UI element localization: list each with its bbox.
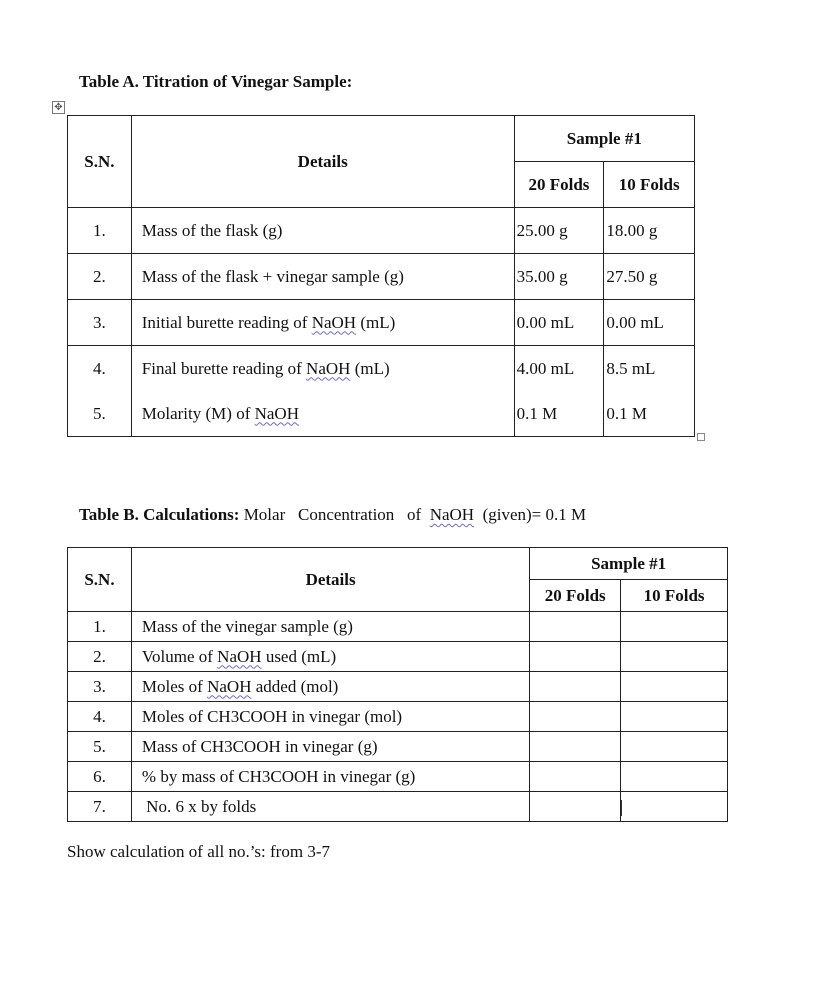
row-detail: Molarity (M) of NaOH <box>131 391 514 437</box>
table-row <box>68 391 695 437</box>
row-detail: Mass of CH3COOH in vinegar (g) <box>131 732 529 762</box>
row-detail: Mass of the vinegar sample (g) <box>131 612 529 642</box>
value-20-folds-cell[interactable] <box>530 612 621 642</box>
table-row <box>68 702 728 732</box>
row-detail: Volume of NaOH used (mL) <box>131 642 529 672</box>
table-b-header-10-folds: 10 Folds <box>621 580 728 612</box>
value-20-folds[interactable]: 25.00 g <box>514 208 604 254</box>
row-number: 3. <box>68 300 132 346</box>
table-a-header-sample: Sample #1 <box>514 116 694 162</box>
row-number: 1. <box>68 612 132 642</box>
table-a-header-10-folds: 10 Folds <box>604 162 695 208</box>
value-20-folds-cell[interactable] <box>530 792 621 822</box>
table-b <box>67 547 728 822</box>
table-a-title: Table A. Titration of Vinegar Sample: <box>79 72 353 91</box>
row-detail: Moles of CH3COOH in vinegar (mol) <box>131 702 529 732</box>
table-a-header-details: Details <box>131 116 514 208</box>
value-10-folds-cell[interactable] <box>621 702 728 732</box>
row-number: 6. <box>68 762 132 792</box>
value-10-folds-cell[interactable] <box>621 762 728 792</box>
row-number: 4. <box>68 702 132 732</box>
value-20-folds-cell[interactable] <box>530 702 621 732</box>
row-number: 2. <box>68 642 132 672</box>
value-20-folds[interactable]: 4.00 mL <box>514 346 604 392</box>
table-row <box>68 762 728 792</box>
table-row <box>68 300 695 346</box>
value-10-folds-cell[interactable] <box>621 672 728 702</box>
row-number: 5. <box>68 391 132 437</box>
table-b-header-20-folds: 20 Folds <box>530 580 621 612</box>
value-10-folds[interactable]: 0.1 M <box>604 391 695 437</box>
table-row <box>68 732 728 762</box>
value-10-folds[interactable]: 18.00 g <box>604 208 695 254</box>
table-row <box>68 346 695 392</box>
row-detail: Mass of the flask (g) <box>131 208 514 254</box>
row-detail: Mass of the flask + vinegar sample (g) <box>131 254 514 300</box>
table-row <box>68 208 695 254</box>
value-20-folds[interactable]: 35.00 g <box>514 254 604 300</box>
value-10-folds-cell[interactable] <box>621 642 728 672</box>
row-number: 7. <box>68 792 132 822</box>
table-b-header-sn: S.N. <box>68 548 132 612</box>
table-b-header-sample: Sample #1 <box>530 548 728 580</box>
row-detail: % by mass of CH3COOH in vinegar (g) <box>131 762 529 792</box>
row-number: 2. <box>68 254 132 300</box>
row-number: 5. <box>68 732 132 762</box>
row-number: 3. <box>68 672 132 702</box>
table-a-header-sn: S.N. <box>68 116 132 208</box>
value-10-folds[interactable]: 0.00 mL <box>604 300 695 346</box>
table-row <box>68 254 695 300</box>
table-b-header-details: Details <box>131 548 529 612</box>
table-resize-handle-icon[interactable] <box>697 433 705 441</box>
value-20-folds[interactable]: 0.1 M <box>514 391 604 437</box>
value-20-folds[interactable]: 0.00 mL <box>514 300 604 346</box>
table-a-header-20-folds: 20 Folds <box>514 162 604 208</box>
value-10-folds-cell[interactable] <box>621 732 728 762</box>
value-10-folds-cell[interactable] <box>621 792 728 822</box>
row-detail: Initial burette reading of NaOH (mL) <box>131 300 514 346</box>
value-20-folds-cell[interactable] <box>530 672 621 702</box>
row-number: 4. <box>68 346 132 392</box>
row-detail: Moles of NaOH added (mol) <box>131 672 529 702</box>
row-detail: Final burette reading of NaOH (mL) <box>131 346 514 392</box>
calculation-instruction: Show calculation of all no.’s: from 3-7 <box>67 842 330 861</box>
table-row <box>68 672 728 702</box>
row-number: 1. <box>68 208 132 254</box>
table-row <box>68 792 728 822</box>
value-20-folds-cell[interactable] <box>530 732 621 762</box>
table-move-handle-icon[interactable]: ✥ <box>52 101 65 114</box>
row-detail: No. 6 x by folds <box>131 792 529 822</box>
table-row <box>68 642 728 672</box>
value-10-folds[interactable]: 27.50 g <box>604 254 695 300</box>
table-a <box>67 115 695 437</box>
table-b-title: Table B. Calculations: Molar Concentration of NaOH (given)= 0.1 M <box>79 505 587 524</box>
text-cursor <box>621 800 622 816</box>
value-10-folds-cell[interactable] <box>621 612 728 642</box>
table-row <box>68 612 728 642</box>
value-10-folds[interactable]: 8.5 mL <box>604 346 695 392</box>
value-20-folds-cell[interactable] <box>530 642 621 672</box>
value-20-folds-cell[interactable] <box>530 762 621 792</box>
